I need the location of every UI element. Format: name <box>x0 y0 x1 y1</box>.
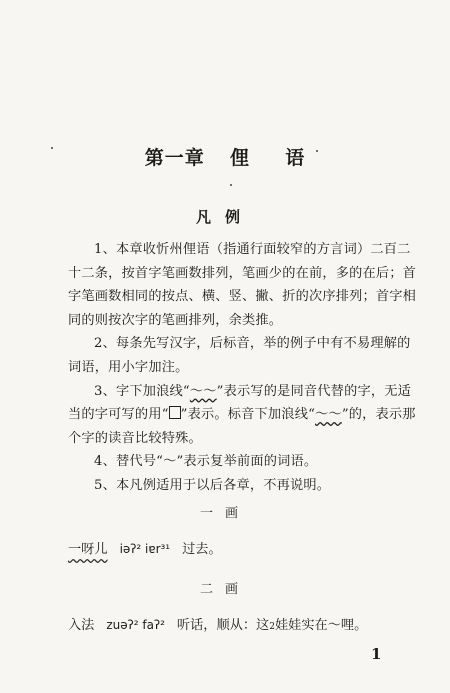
entry-meaning: 听话，顺从：这 <box>176 618 270 633</box>
entry-2 <box>68 614 367 633</box>
entry-meaning: 过去。 <box>182 542 222 557</box>
guideline-3-part-c: ”表示。标音下加浪线“ <box>180 407 316 423</box>
blank-box-icon <box>169 406 181 419</box>
guideline-1: 1、本章收忻州俚语（指通行面较窄的方言词）二百二十二条，按首字笔画数排列，笔画少的在前，多的在后；首字笔画数相同的按点、横、竖、撇、折的次序排列；首字相同的则按次字的笔画排列，余类推。 <box>68 242 417 328</box>
guideline-3-part-d: ”的，表示那个字的读音比较特殊。 <box>68 407 416 446</box>
wavy-mark-2: ～～ <box>315 407 342 423</box>
entry-annotation-mark: 2 <box>269 622 275 632</box>
entry-1 <box>68 538 222 557</box>
guideline-3-part-b: ”表示写的是同音代替的字，无适当的字可写的用“ <box>68 383 412 423</box>
speck <box>230 184 232 186</box>
chapter-title-char-2: 语 <box>285 147 306 169</box>
chapter-number: 第一章 <box>144 147 205 169</box>
guideline-5: 5、本凡例适用于以后各章，不再说明。 <box>94 477 331 493</box>
entry-word: 一呀儿 <box>68 542 108 557</box>
guidelines-body <box>68 238 423 498</box>
entry-word: 入法 <box>68 618 95 633</box>
guideline-3-part-a: 3、字下加浪线“ <box>94 383 190 399</box>
guideline-3 <box>68 380 423 451</box>
guideline-2: 2、每条先写汉字，后标音，举的例子中有不易理解的词语，用小字加注。 <box>68 336 411 375</box>
section-heading-2: 二画 <box>199 582 250 597</box>
section-title: 凡例 <box>195 208 254 226</box>
page-number: 1 <box>371 645 382 663</box>
chapter-title <box>0 143 450 170</box>
entry-ipa: zuəʔ² faʔ² <box>106 618 165 632</box>
guideline-4: 4、替代号“～”表示复举前面的词语。 <box>94 454 318 470</box>
chapter-title-char-1: 俚 <box>229 147 250 169</box>
entry-meaning-cont: 娃娃实在～哩。 <box>274 618 368 633</box>
wavy-mark-1: ～～ <box>189 383 217 399</box>
section-heading-1: 一画 <box>199 506 250 521</box>
entry-ipa: iəʔ² iɐr³¹ <box>119 542 171 556</box>
